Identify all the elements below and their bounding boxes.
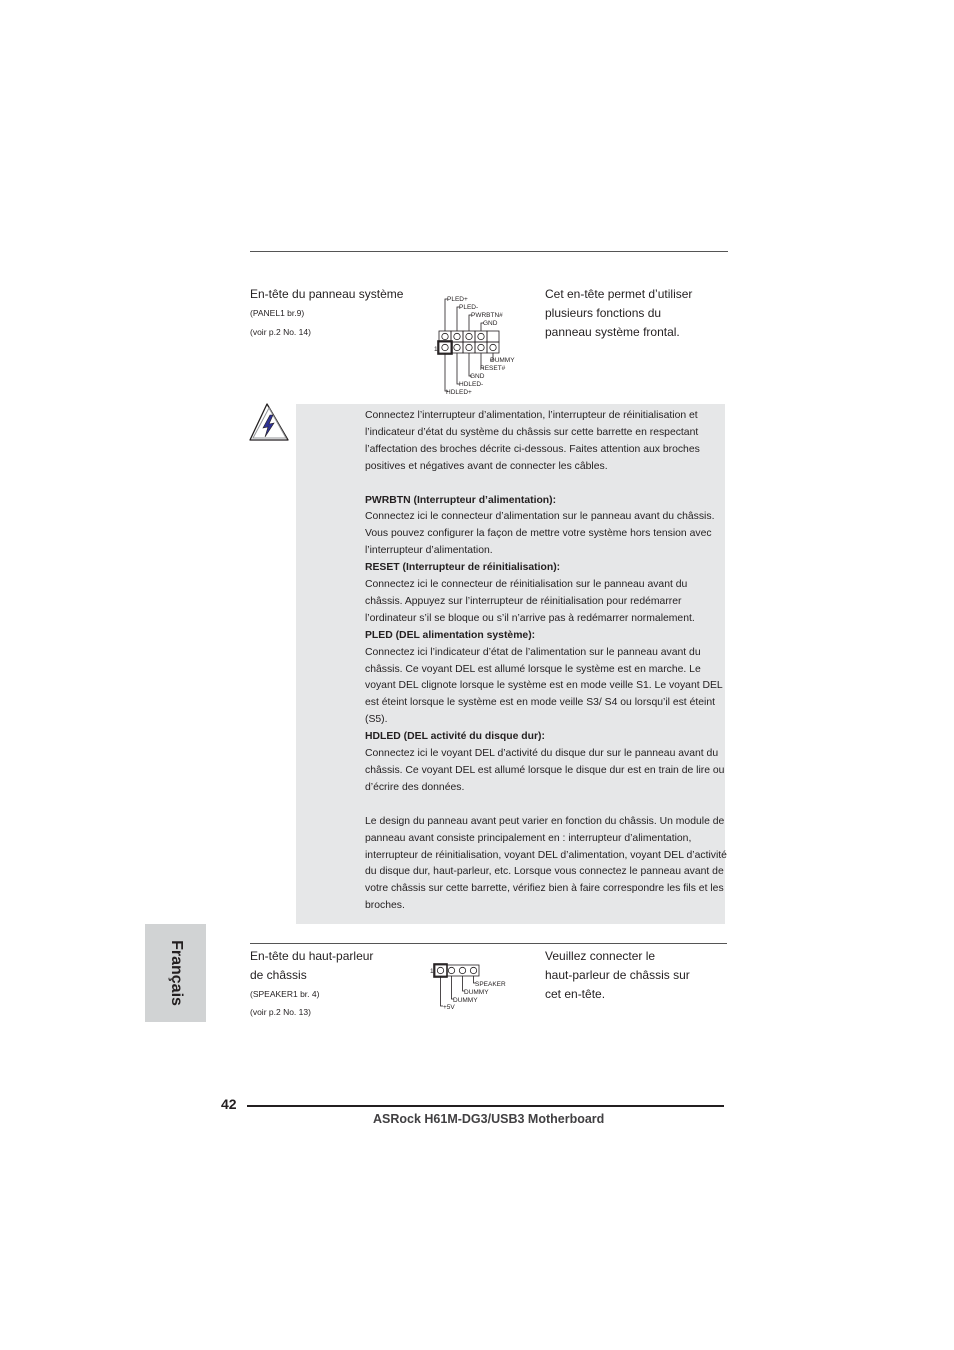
pwrbtn-text: Connectez ici le connecteur d’alimentation sur le panneau avant du châssis. Vous pouvez configurer la façon de mettre votre système hors tension avec l’interrupteur d’alimentation. — [365, 511, 715, 557]
design-text: Le design du panneau avant peut varier en fonction du châssis. Un module de panneau avant consiste principalement en : interrupteur d’alimentation, interrupteur de réinitialisation, voyant DEL d’alimentation, voyant DEL d’activité du disque dur, haut-parleur, etc. Lorsque vous connectez le panneau avant de votre châssis sur cette barrette, vérifiez bien à faire correspondre les fils et les broches. — [365, 815, 727, 912]
pin-label-pled-plus: PLED+ — [447, 296, 468, 303]
pin-label-dummy: DUMMY — [490, 357, 515, 364]
pin-label-gnd-bottom: GND — [470, 373, 485, 380]
pin-label-gnd-top: GND — [483, 320, 498, 327]
pin-label-hdled-plus: HDLED+ — [446, 389, 472, 396]
panel-header-diagram — [434, 290, 534, 398]
speaker-pin-5v: +5V — [443, 1004, 455, 1011]
panel-header-title: En-tête du panneau système — [250, 287, 404, 301]
panel-header-ref: (voir p.2 No. 14) — [250, 327, 311, 337]
language-label: Français — [168, 940, 185, 1006]
reset-heading: RESET (Interrupteur de réinitialisation): — [365, 562, 561, 574]
footer-title: ASRock H61M-DG3/USB3 Motherboard — [373, 1112, 605, 1126]
warning-icon — [247, 401, 291, 443]
speaker-divider — [250, 943, 727, 944]
pin-label-pled-minus: PLED- — [459, 304, 479, 311]
panel-pin1-label: 1 — [434, 346, 438, 353]
speaker-header-title: En-tête du haut-parleur de châssis — [250, 949, 374, 982]
panel-header-description: Cet en-tête permet d’utiliser plusieurs fonctions du panneau système frontal. — [545, 287, 693, 339]
panel-header-subtitle: (PANEL1 br.9) — [250, 308, 305, 318]
pled-text: Connectez ici l’indicateur d’état de l’alimentation sur le panneau avant du châssis. Ce voyant DEL est allumé lorsque le système est en marche. Le voyant DEL clignote lorsque le système est en mode veille S1. Le voyant DEL est éteint lorsque le système est en mode veille S3/ S4 ou lorsqu’il est éteint (S5). — [365, 646, 723, 726]
page-number: 42 — [221, 1096, 237, 1112]
speaker-pin1-label: 1 — [430, 968, 434, 975]
pin-label-reset: RESET# — [480, 365, 506, 372]
speaker-header-diagram — [430, 962, 510, 1014]
pin-label-hdled-minus: HDLED- — [459, 381, 484, 388]
pwrbtn-heading: PWRBTN (Interrupteur d’alimentation): — [365, 494, 557, 506]
hdled-heading: HDLED (DEL activité du disque dur): — [365, 731, 545, 743]
footer-divider — [247, 1105, 724, 1107]
speaker-header-description: Veuillez connecter le haut-parleur de châssis sur cet en-tête. — [545, 949, 690, 1001]
speaker-pin-dummy-2: DUMMY — [453, 997, 478, 1004]
pin-label-pwrbtn: PWRBTN# — [471, 312, 503, 319]
speaker-pin-speaker: SPEAKER — [475, 981, 506, 988]
speaker-header-subtitle: (SPEAKER1 br. 4) — [250, 989, 320, 999]
reset-text: Connectez ici le connecteur de réinitialisation sur le panneau avant du châssis. Appuyez sur l’interrupteur de réinitialisation pour redémarrer l’ordinateur s’il se bloque ou s’il n’arrive pas à redémarrer normalement. — [365, 579, 695, 624]
speaker-pin-dummy-1: DUMMY — [464, 989, 489, 996]
notice-text — [365, 408, 727, 915]
speaker-header-ref: (voir p.2 No. 13) — [250, 1007, 311, 1017]
notice-intro: Connectez l’interrupteur d’alimentation, l’interrupteur de réinitialisation et l’indicateur d’état du système du châssis sur cette barrette en respectant l’affectation des broches décrite ci-dessous. Faites attention aux broches positives et négatives avant de connecter les câbles. — [365, 410, 700, 472]
top-divider — [250, 251, 728, 252]
pled-heading: PLED (DEL alimentation système): — [365, 629, 536, 641]
hdled-text: Connectez ici le voyant DEL d’activité du disque dur sur le panneau avant du châssis. Ce voyant DEL est allumé lorsque le disque dur est en train de lire ou d’écrire des données. — [365, 748, 725, 793]
